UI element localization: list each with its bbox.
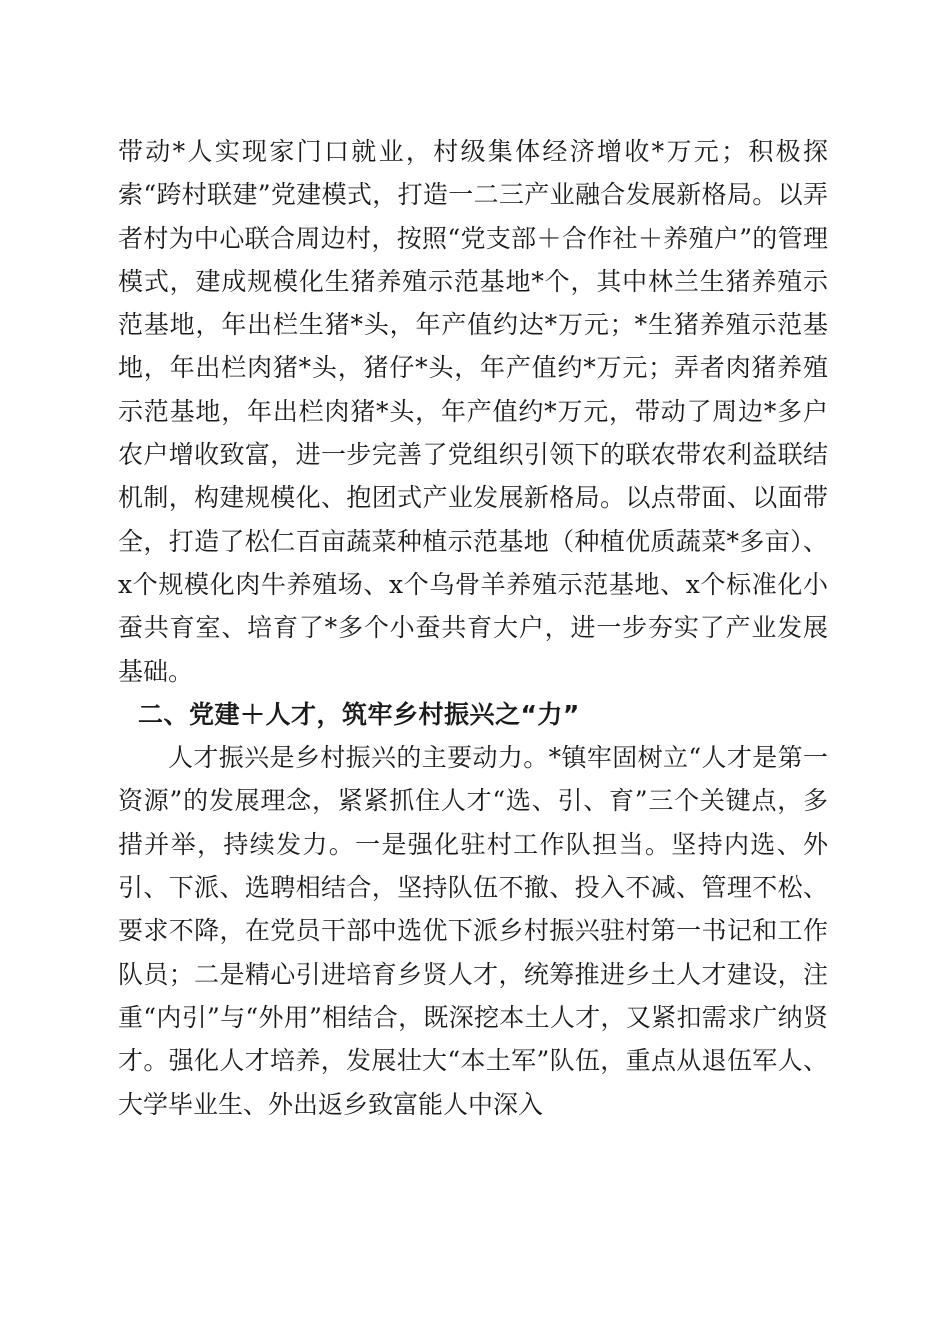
body-paragraph-continued: 带动*人实现家门口就业，村级集体经济增收*万元；积极探索“跨村联建”党建模式，打造一二三产业融合发展新格局。以弄者村为中心联合周边村，按照“党支部＋合作社＋养殖户”的管理模式，建成规模化生猪养殖示范基地*个，其中林兰生猪养殖示范基地，年出栏生猪*头，年产值约达*万元；*生猪养殖示范基地，年出栏肉猪*头，猪仔*头，年产值约*万元；弄者肉猪养殖示范基地，年出栏肉猪*头，年产值约*万元，带动了周边*多户农户增收致富，进一步完善了党组织引领下的联农带农利益联结机制，构建规模化、抱团式产业发展新格局。以点带面、以面带全，打造了松仁百亩蔬菜种植示范基地（种植优质蔬菜*多亩）、x个规模化肉牛养殖场、x个乌骨羊养殖示范基地、x个标准化小蚕共育室、培育了*多个小蚕共育大户，进一步夯实了产业发展基础。: [118, 137, 828, 686]
body-paragraph-talent: 人才振兴是乡村振兴的主要动力。*镇牢固树立“人才是第一资源”的发展理念，紧紧抓住人才“选、引、育”三个关键点，多措并举，持续发力。一是强化驻村工作队担当。坚持内选、外引、下派、选聘相结合，坚持队伍不撤、投入不减、管理不松、要求不降，在党员干部中选优下派乡村振兴驻村第一书记和工作队员；二是精心引进培育乡贤人才，统筹推进乡土人才建设，注重“内引”与“外用”相结合，既深挖本土人才，又紧扣需求广纳贤才。强化人才培养，发展壮大“本土军”队伍，重点从退伍军人、大学毕业生、外出返乡致富能人中深入: [118, 743, 828, 1119]
document-body: [118, 130, 828, 1126]
section-heading-2: 二、党建＋人才，筑牢乡村振兴之“力”: [138, 699, 580, 729]
